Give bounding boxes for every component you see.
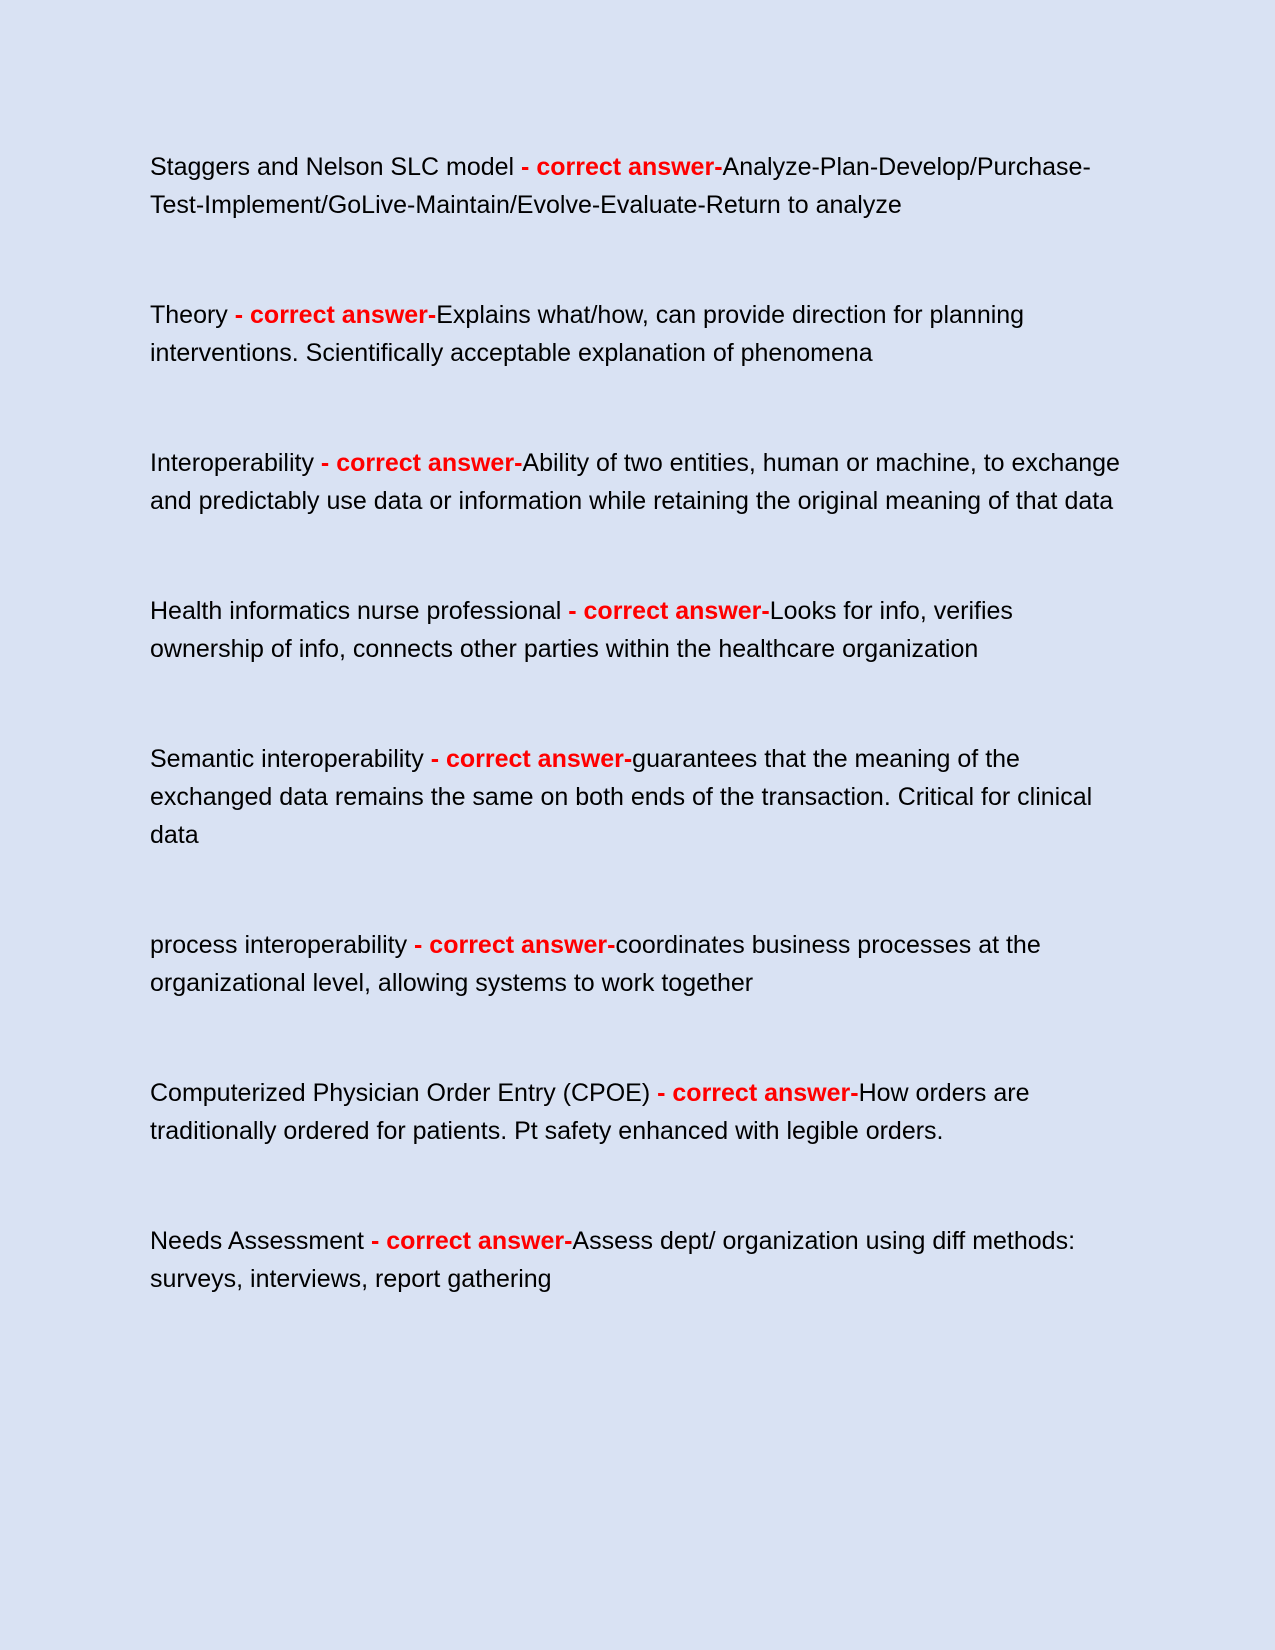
flashcard-entry (150, 296, 1130, 372)
flashcard-entry (150, 1074, 1130, 1150)
correct-answer-separator: - correct answer- (227, 301, 437, 329)
entry-term: Interoperability (150, 449, 314, 477)
entry-term: Theory (150, 301, 228, 329)
flashcard-entry (150, 740, 1130, 854)
flashcard-entry (150, 444, 1130, 520)
correct-answer-separator: - correct answer- (514, 153, 723, 181)
entry-term: process interoperability (150, 931, 408, 959)
correct-answer-separator: - correct answer- (561, 597, 770, 625)
flashcard-entry (150, 148, 1130, 224)
correct-answer-separator: - correct answer- (407, 931, 616, 959)
correct-answer-separator: - correct answer- (364, 1227, 573, 1255)
entry-definition: How orders are traditionally ordered for patients. Pt safety enhanced with legible orders. (150, 1079, 1030, 1145)
entry-definition: Explains what/how, can provide direction for planning interventions. Scientifically acceptable explanation of phenomena (150, 301, 1025, 367)
entry-definition: coordinates business processes at the organizational level, allowing systems to work together (150, 931, 1041, 997)
document-page (150, 148, 1130, 1298)
entry-definition: guarantees that the meaning of the exchanged data remains the same on both ends of the transaction. Critical for clinical data (150, 745, 1093, 849)
entry-definition: Ability of two entities, human or machine, to exchange and predictably use data or information while retaining the original meaning of that data (150, 449, 1120, 515)
entry-term: Needs Assessment (150, 1227, 364, 1255)
flashcard-entry (150, 926, 1130, 1002)
correct-answer-separator: - correct answer- (313, 449, 523, 477)
entry-term: Staggers and Nelson SLC model (150, 153, 515, 181)
entry-term: Computerized Physician Order Entry (CPOE) (150, 1079, 651, 1107)
flashcard-entry (150, 1222, 1130, 1298)
entry-term: Health informatics nurse professional (150, 597, 562, 625)
correct-answer-separator: - correct answer- (423, 745, 633, 773)
entry-definition: Looks for info, verifies ownership of info, connects other parties within the healthcare organization (150, 597, 1013, 663)
entry-definition: Analyze-Plan-Develop/Purchase-Test-Implement/GoLive-Maintain/Evolve-Evaluate-Return to analyze (150, 153, 1091, 219)
flashcard-entry (150, 592, 1130, 668)
entry-definition: Assess dept/ organization using diff methods: surveys, interviews, report gathering (150, 1227, 1076, 1293)
entry-term: Semantic interoperability (150, 745, 424, 773)
correct-answer-separator: - correct answer- (650, 1079, 859, 1107)
